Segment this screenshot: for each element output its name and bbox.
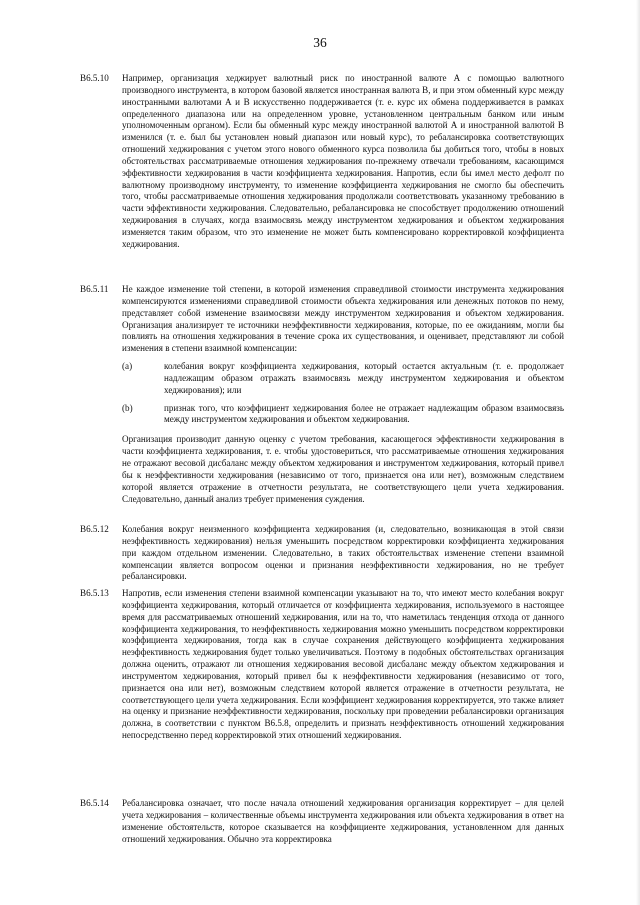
list-item-b <box>122 403 564 427</box>
paragraph-text: Например, организация хеджирует валютный риск по иностранной валюте А с помощью валютного производного инструмента, в котором базовой является иностранная валюта В, и при этом обменный курс между иностранными валютами А и В искусственно поддерживается (т. е. курс их обмена поддерживается в рамках определенного диапазона или на определенном уровне, установленном центральным банком или иным уполномоченным органом). Если бы обменный курс между иностранной валютой А и иностранной валютой В изменился (т. е. был бы установлен новый диапазон или новый курс), то ребалансировка соответствующих отношений хеджирования с учетом этого нового обменного курса позволила бы добиться того, чтобы в новых обстоятельствах рассматриваемые отношения хеджирования по-прежнему отвечали требованиям, касающимся эффективности хеджирования в части коэффициента хеджирования. Напротив, если бы имел место дефолт по валютному производному инструменту, то изменение коэффициента хеджирования не смогло бы обеспечить того, чтобы рассматриваемые отношения хеджирования продолжали соответствовать указанному требованию в части эффективности хеджирования. Следовательно, ребалансировка не способствует продолжению отношений хеджирования в случаях, когда взаимосвязь между инструментом хеджирования и объектом хеджирования изменяется таким образом, что это изменение не может быть компенсировано корректировкой коэффициента хеджирования. <box>122 73 564 249</box>
paragraph-b6-5-14 <box>80 798 564 845</box>
paragraph-number: B6.5.13 <box>80 588 109 598</box>
list-item-text: колебания вокруг коэффициента хеджирования, который остается актуальным (т. е. продолжает надлежащим образом отражать взаимосвязь между инструментом хеджирования и объектом хеджирования); или <box>164 361 564 395</box>
paragraph-b6-5-12 <box>80 524 564 583</box>
paragraph-text: Не каждое изменение той степени, в которой изменения справедливой стоимости инструмента хеджирования компенсируются изменениями справедливой стоимости объекта хеджирования или денежных потоков по нему, представляет собой изменение взаимосвязи между инструментом хеджирования и объектом хеджирования. Организация анализирует те источники неэффективности хеджирования, которые, по ее ожиданиям, могли бы повлиять на отношения хеджирования в течение срока их существования, и оценивает, представляют ли собой изменения в степени взаимной компенсации: <box>122 284 564 354</box>
paragraph-number: B6.5.12 <box>80 524 109 534</box>
paragraph-b6-5-13 <box>80 588 564 742</box>
paragraph-number: B6.5.10 <box>80 73 109 83</box>
paragraph-continuation: Организация производит данную оценку с учетом требования, касающегося эффективности хеджирования в части коэффициента хеджирования, т. е. чтобы удостовериться, что рассматриваемые отношения хеджирования не отражают весовой дисбаланс между объектом хеджирования и инструментом хеджирования, который привел бы к неэффективности хеджирования (независимо от того, признается она или нет), возможным следствием которой является отражение в отчетности результата, не соответствующего цели учета хеджирования. Следовательно, данный анализ требует применения суждения. <box>122 434 564 504</box>
list-item-text: признак того, что коэффициент хеджирования более не отражает надлежащим образом взаимосвязь между инструментом хеджирования и объектом хеджирования. <box>164 402 564 425</box>
page-number: 36 <box>313 35 327 50</box>
paragraph-b6-5-11 <box>80 284 564 505</box>
paragraph-text: Напротив, если изменения степени взаимной компенсации указывают на то, что имеют место колебания вокруг коэффициента хеджирования, который отличается от коэффициента хеджирования, используемого в настоящее время для рассматриваемых отношений хеджирования, или на то, что наметилась тенденция отхода от данного коэффициента хеджирования, то неэффективность хеджирования можно уменьшить посредством корректировки коэффициента хеджирования, тогда как в случае сохранения действующего коэффициента хеджирования неэффективность хеджирования будет только увеличиваться. Поэтому в подобных обстоятельствах организация должна оценить, отражают ли отношения хеджирования весовой дисбаланс между объектом хеджирования и инструментом хеджирования, который привел бы к неэффективности хеджирования (независимо от того, признается она или нет), возможным следствием которой является отражение в отчетности результата, не соответствующего цели учета хеджирования. Если коэффициент хеджирования корректируется, это также влияет на оценку и признание неэффективности хеджирования, поскольку при проведении ребалансировки организация должна, в соответствии с пунктом B6.5.8, определить и признать неэффективность отношений хеджирования непосредственно перед корректировкой этих отношений хеджирования. <box>122 588 564 741</box>
paragraph-body <box>122 284 564 505</box>
list-item-marker: (b) <box>122 402 133 413</box>
paragraph-number: B6.5.14 <box>80 798 109 808</box>
scan-edge-shadow <box>636 0 640 905</box>
list-item-a <box>122 361 564 397</box>
paragraph-text: Ребалансировка означает, что после начала отношений хеджирования организация корректирует – для целей учета хеджирования – количественные объемы инструмента хеджирования или объекта хеджирования в ответ на изменение обстоятельств, которое сказывается на коэффициенте хеджирования, установленном для данных отношений хеджирования. Обычно эта корректировка <box>122 798 564 844</box>
paragraph-number: B6.5.11 <box>80 284 109 294</box>
paragraph-b6-5-10 <box>80 73 564 251</box>
paragraph-text: Колебания вокруг неизменного коэффициента хеджирования (и, следовательно, возникающая в этой связи неэффективность хеджирования) нельзя уменьшить посредством корректировки коэффициента хеджирования при каждом отдельном изменении. Следовательно, в таких обстоятельствах изменение степени взаимной компенсации является вопросом оценки и признания неэффективности хеджирования, но не требует ребалансировки. <box>122 524 564 582</box>
list-item-marker: (a) <box>122 361 133 372</box>
